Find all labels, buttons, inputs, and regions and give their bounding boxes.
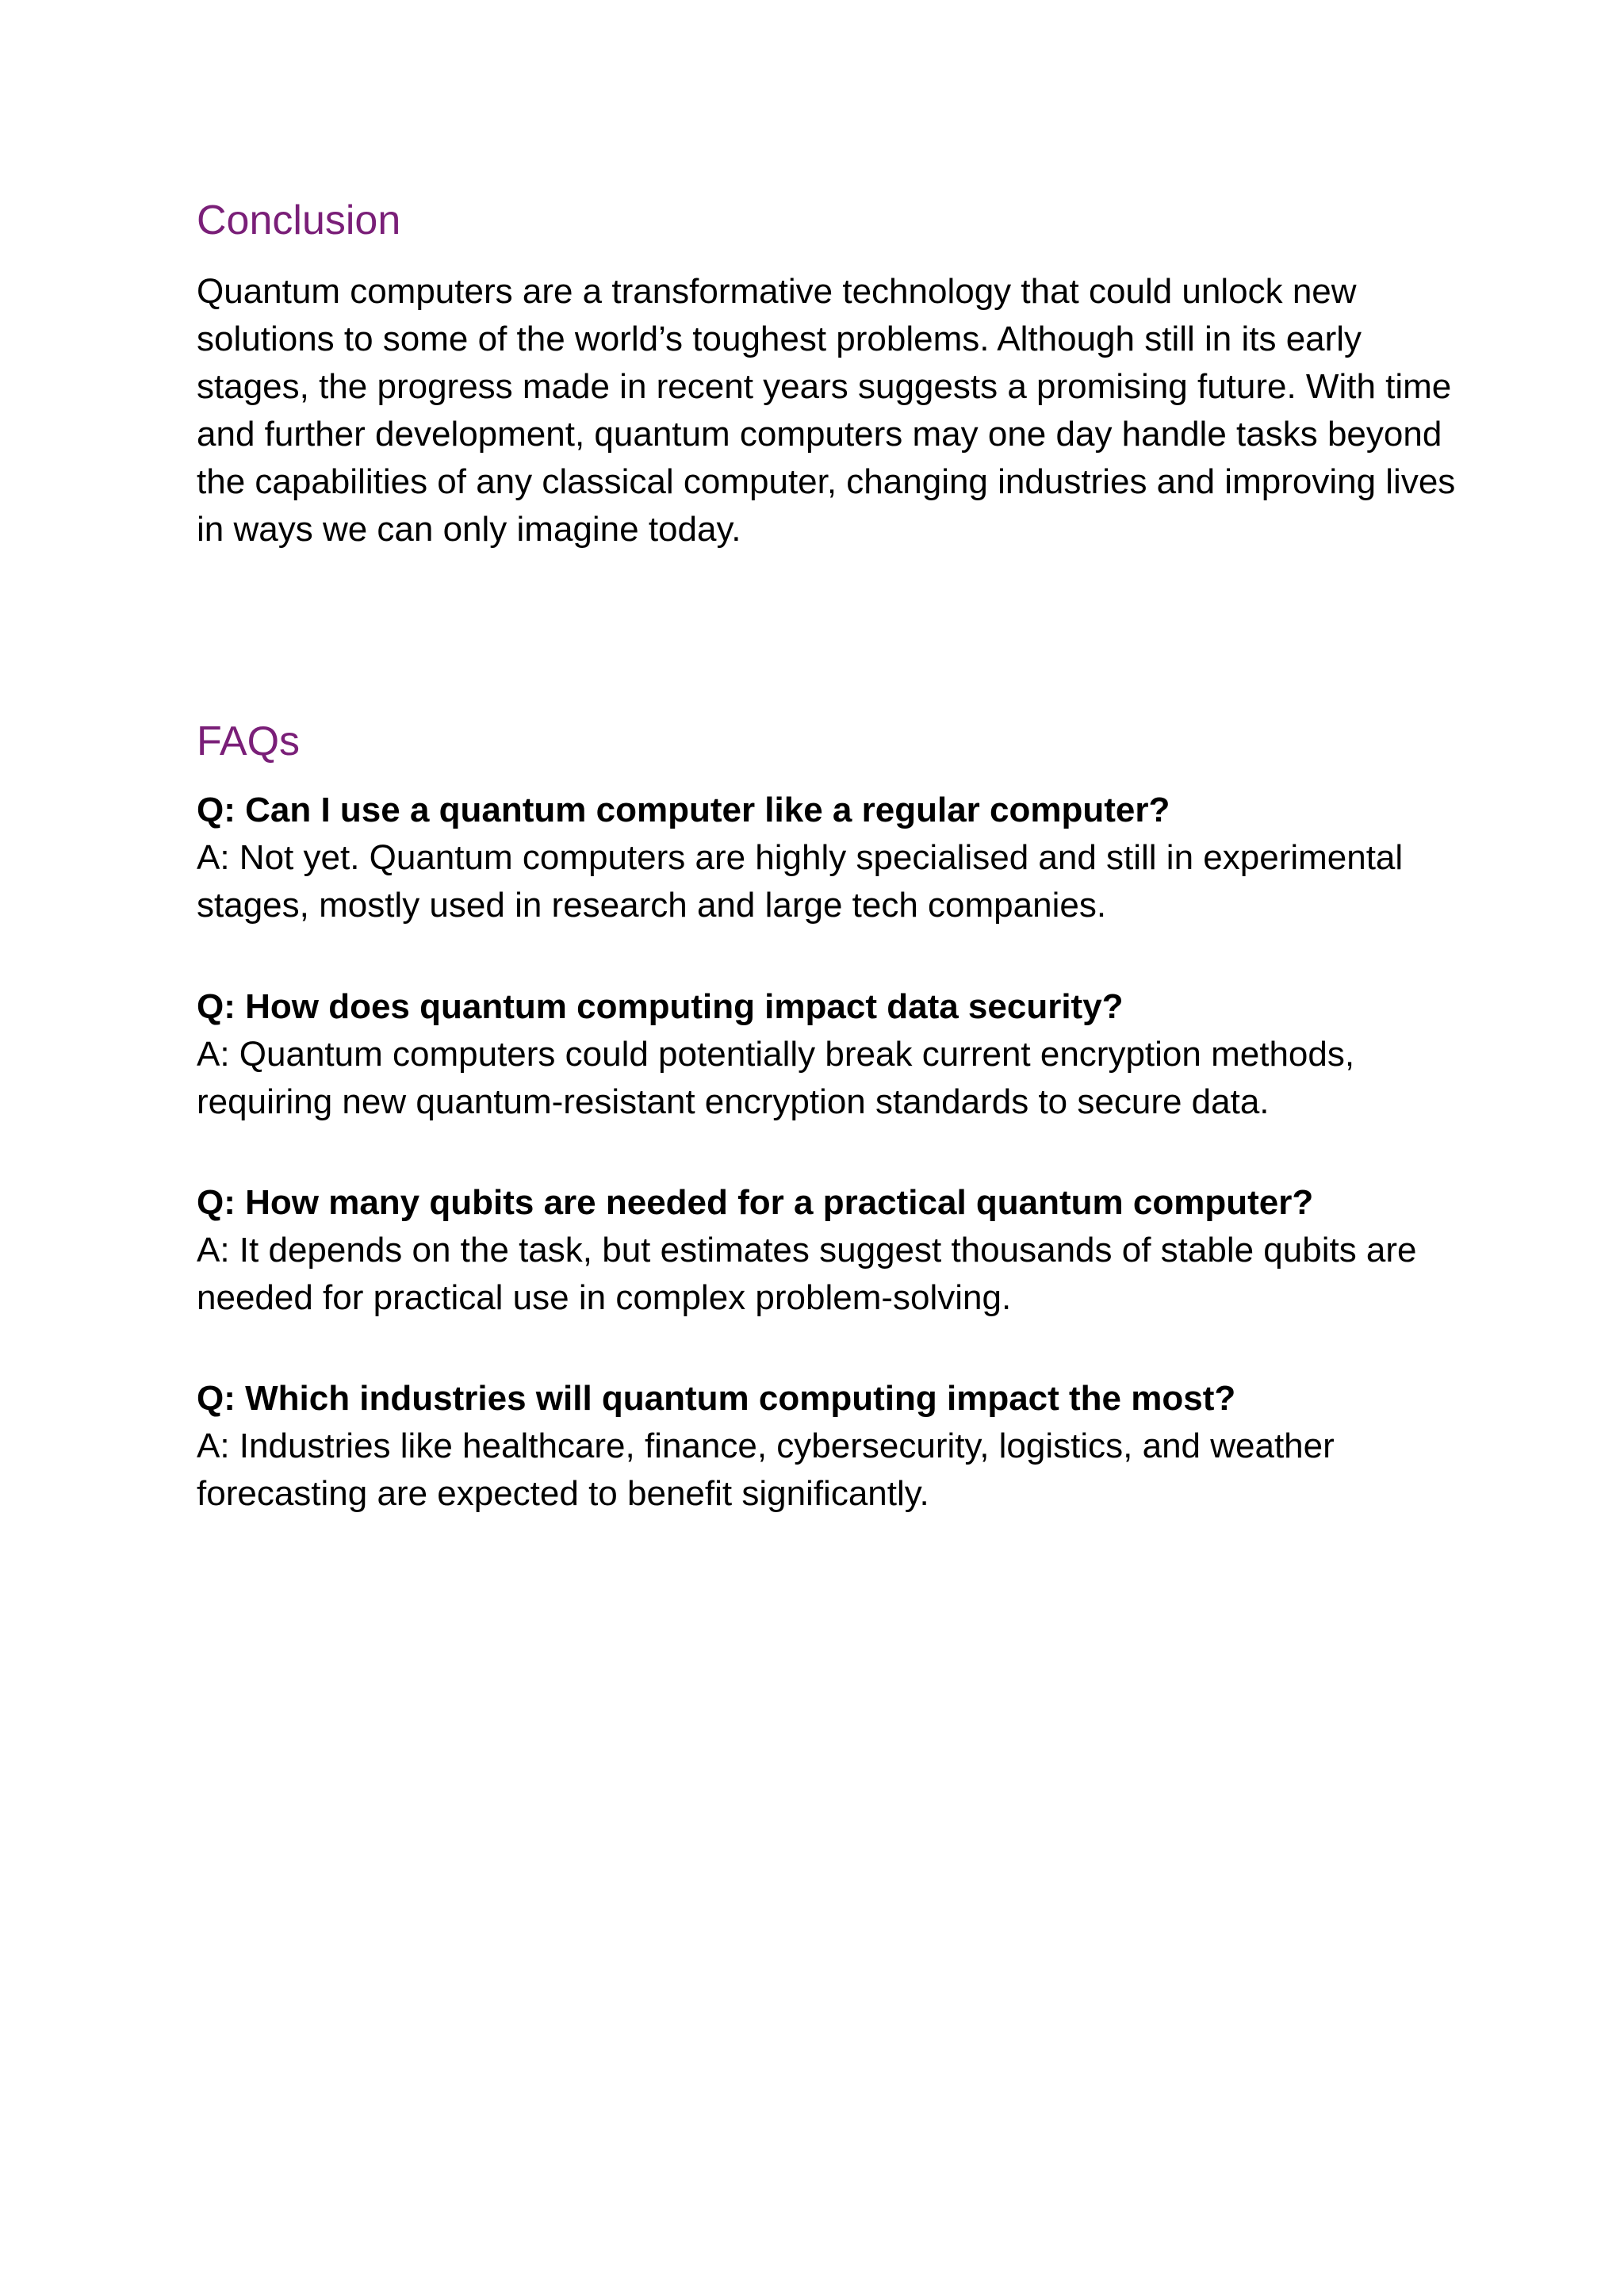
faq-question: Q: How many qubits are needed for a practical quantum computer? (197, 1183, 1314, 1222)
faq-answer: A: Not yet. Quantum computers are highly specialised and still in experimental stages, mostly used in research and large tech companies. (197, 838, 1404, 925)
faq-item (197, 1179, 1465, 1322)
faq-answer: A: It depends on the task, but estimates suggest thousands of stable qubits are needed for practical use in complex problem-solving. (197, 1231, 1417, 1317)
faq-question: Q: Can I use a quantum computer like a regular computer? (197, 791, 1170, 829)
faq-question: Q: How does quantum computing impact data security? (197, 987, 1124, 1026)
conclusion-paragraph: Quantum computers are a transformative technology that could unlock new solutions to some of the world’s toughest problems. Although still in its early stages, the progress made in recent years suggests a promising future. With time and further development, quantum computers may one day handle tasks beyond the capabilities of any classical computer, changing industries and improving lives in ways we can only imagine today. (197, 272, 1456, 549)
faq-item (197, 787, 1465, 929)
faq-question: Q: Which industries will quantum computing impact the most? (197, 1379, 1236, 1418)
conclusion-heading: Conclusion (197, 197, 401, 243)
faq-item (197, 983, 1465, 1126)
faq-heading: FAQs (197, 718, 301, 764)
faq-answer: A: Industries like healthcare, finance, cybersecurity, logistics, and weather forecasting are expected to benefit significantly. (197, 1427, 1335, 1513)
faq-answer: A: Quantum computers could potentially break current encryption methods, requiring new quantum-resistant encryption standards to secure data. (197, 1035, 1355, 1121)
faq-item (197, 1375, 1465, 1518)
